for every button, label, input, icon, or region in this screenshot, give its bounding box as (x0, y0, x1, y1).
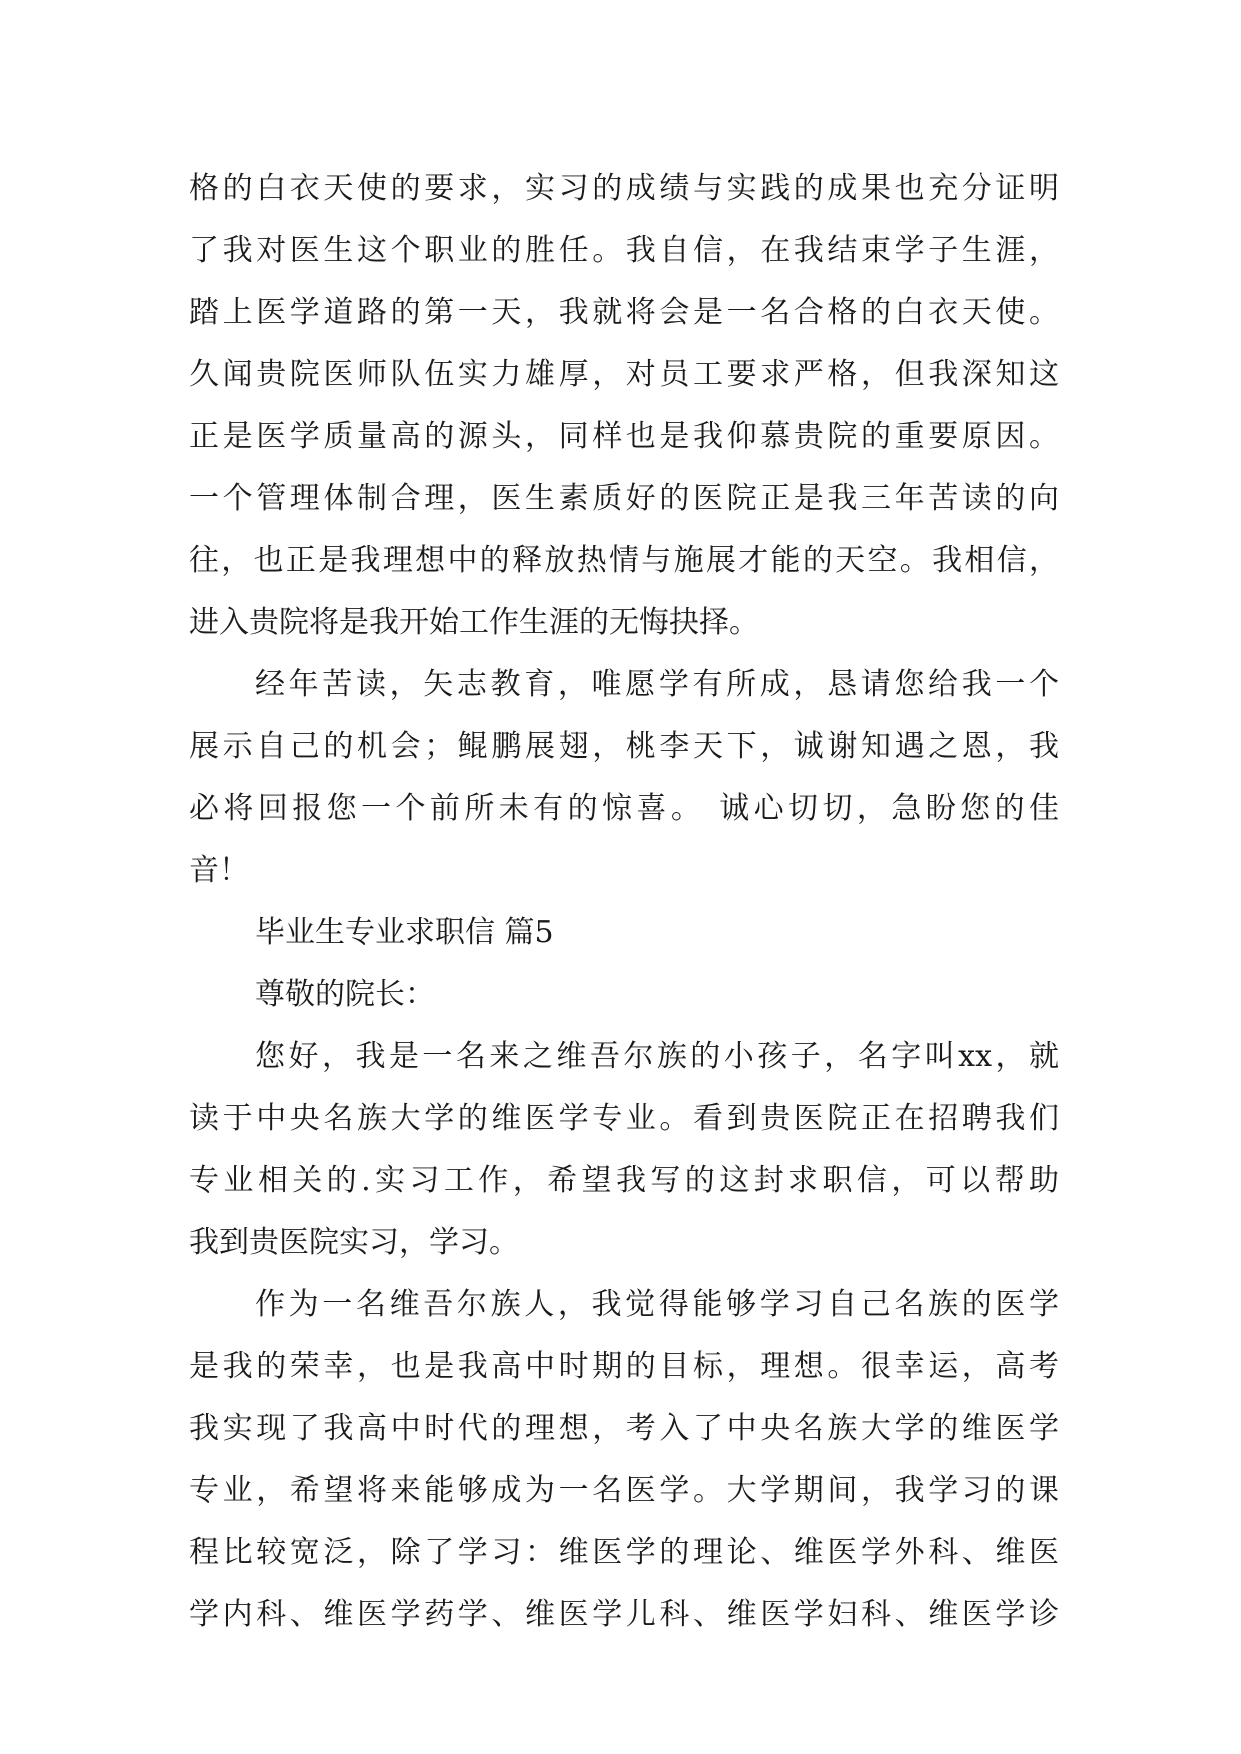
text-line: 展示自己的机会；鲲鹏展翅，桃李天下，诚谢知遇之恩，我 (189, 729, 1059, 764)
text-line: 久闻贵院医师队伍实力雄厚，对员工要求严格，但我深知这 (189, 357, 1059, 392)
text-line: 学内科、维医学药学、维医学儿科、维医学妇科、维医学诊 (189, 1597, 1059, 1632)
text-line: 音！ (189, 853, 249, 888)
text-line: 您好，我是一名来之维吾尔族的小孩子，名字叫xx，就 (255, 1039, 1059, 1074)
text-line: 了我对医生这个职业的胜任。我自信，在我结束学子生涯， (189, 233, 1059, 268)
text-line: 进入贵院将是我开始工作生涯的无悔抉择。 (189, 605, 759, 640)
text-line: 我到贵医院实习，学习。 (189, 1225, 519, 1260)
text-line: 必将回报您一个前所未有的惊喜。 诚心切切，急盼您的佳 (189, 791, 1059, 826)
text-line: 踏上医学道路的第一天，我就将会是一名合格的白衣天使。 (189, 295, 1059, 330)
text-line: 专业相关的.实习工作，希望我写的这封求职信，可以帮助 (189, 1163, 1059, 1198)
text-line: 是我的荣幸，也是我高中时期的目标，理想。很幸运，高考 (189, 1349, 1059, 1384)
text-line: 格的白衣天使的要求，实习的成绩与实践的成果也充分证明 (189, 171, 1059, 206)
text-line: 一个管理体制合理，医生素质好的医院正是我三年苦读的向 (189, 481, 1059, 516)
text-line: 往，也正是我理想中的释放热情与施展才能的天空。我相信， (189, 543, 1059, 578)
text-line: 程比较宽泛，除了学习：维医学的理论、维医学外科、维医 (189, 1535, 1059, 1570)
text-line: 作为一名维吾尔族人，我觉得能够学习自己名族的医学 (255, 1287, 1059, 1322)
text-line: 尊敬的院长： (255, 977, 435, 1012)
document-body (189, 158, 1059, 1646)
text-line: 专业，希望将来能够成为一名医学。大学期间，我学习的课 (189, 1473, 1059, 1508)
text-line: 我实现了我高中时代的理想，考入了中央名族大学的维医学 (189, 1411, 1059, 1446)
text-line: 毕业生专业求职信 篇5 (255, 915, 554, 950)
text-line: 读于中央名族大学的维医学专业。看到贵医院正在招聘我们 (189, 1101, 1059, 1136)
text-line: 经年苦读，矢志教育，唯愿学有所成，恳请您给我一个 (255, 667, 1059, 702)
text-line: 正是医学质量高的源头，同样也是我仰慕贵院的重要原因。 (189, 419, 1059, 454)
